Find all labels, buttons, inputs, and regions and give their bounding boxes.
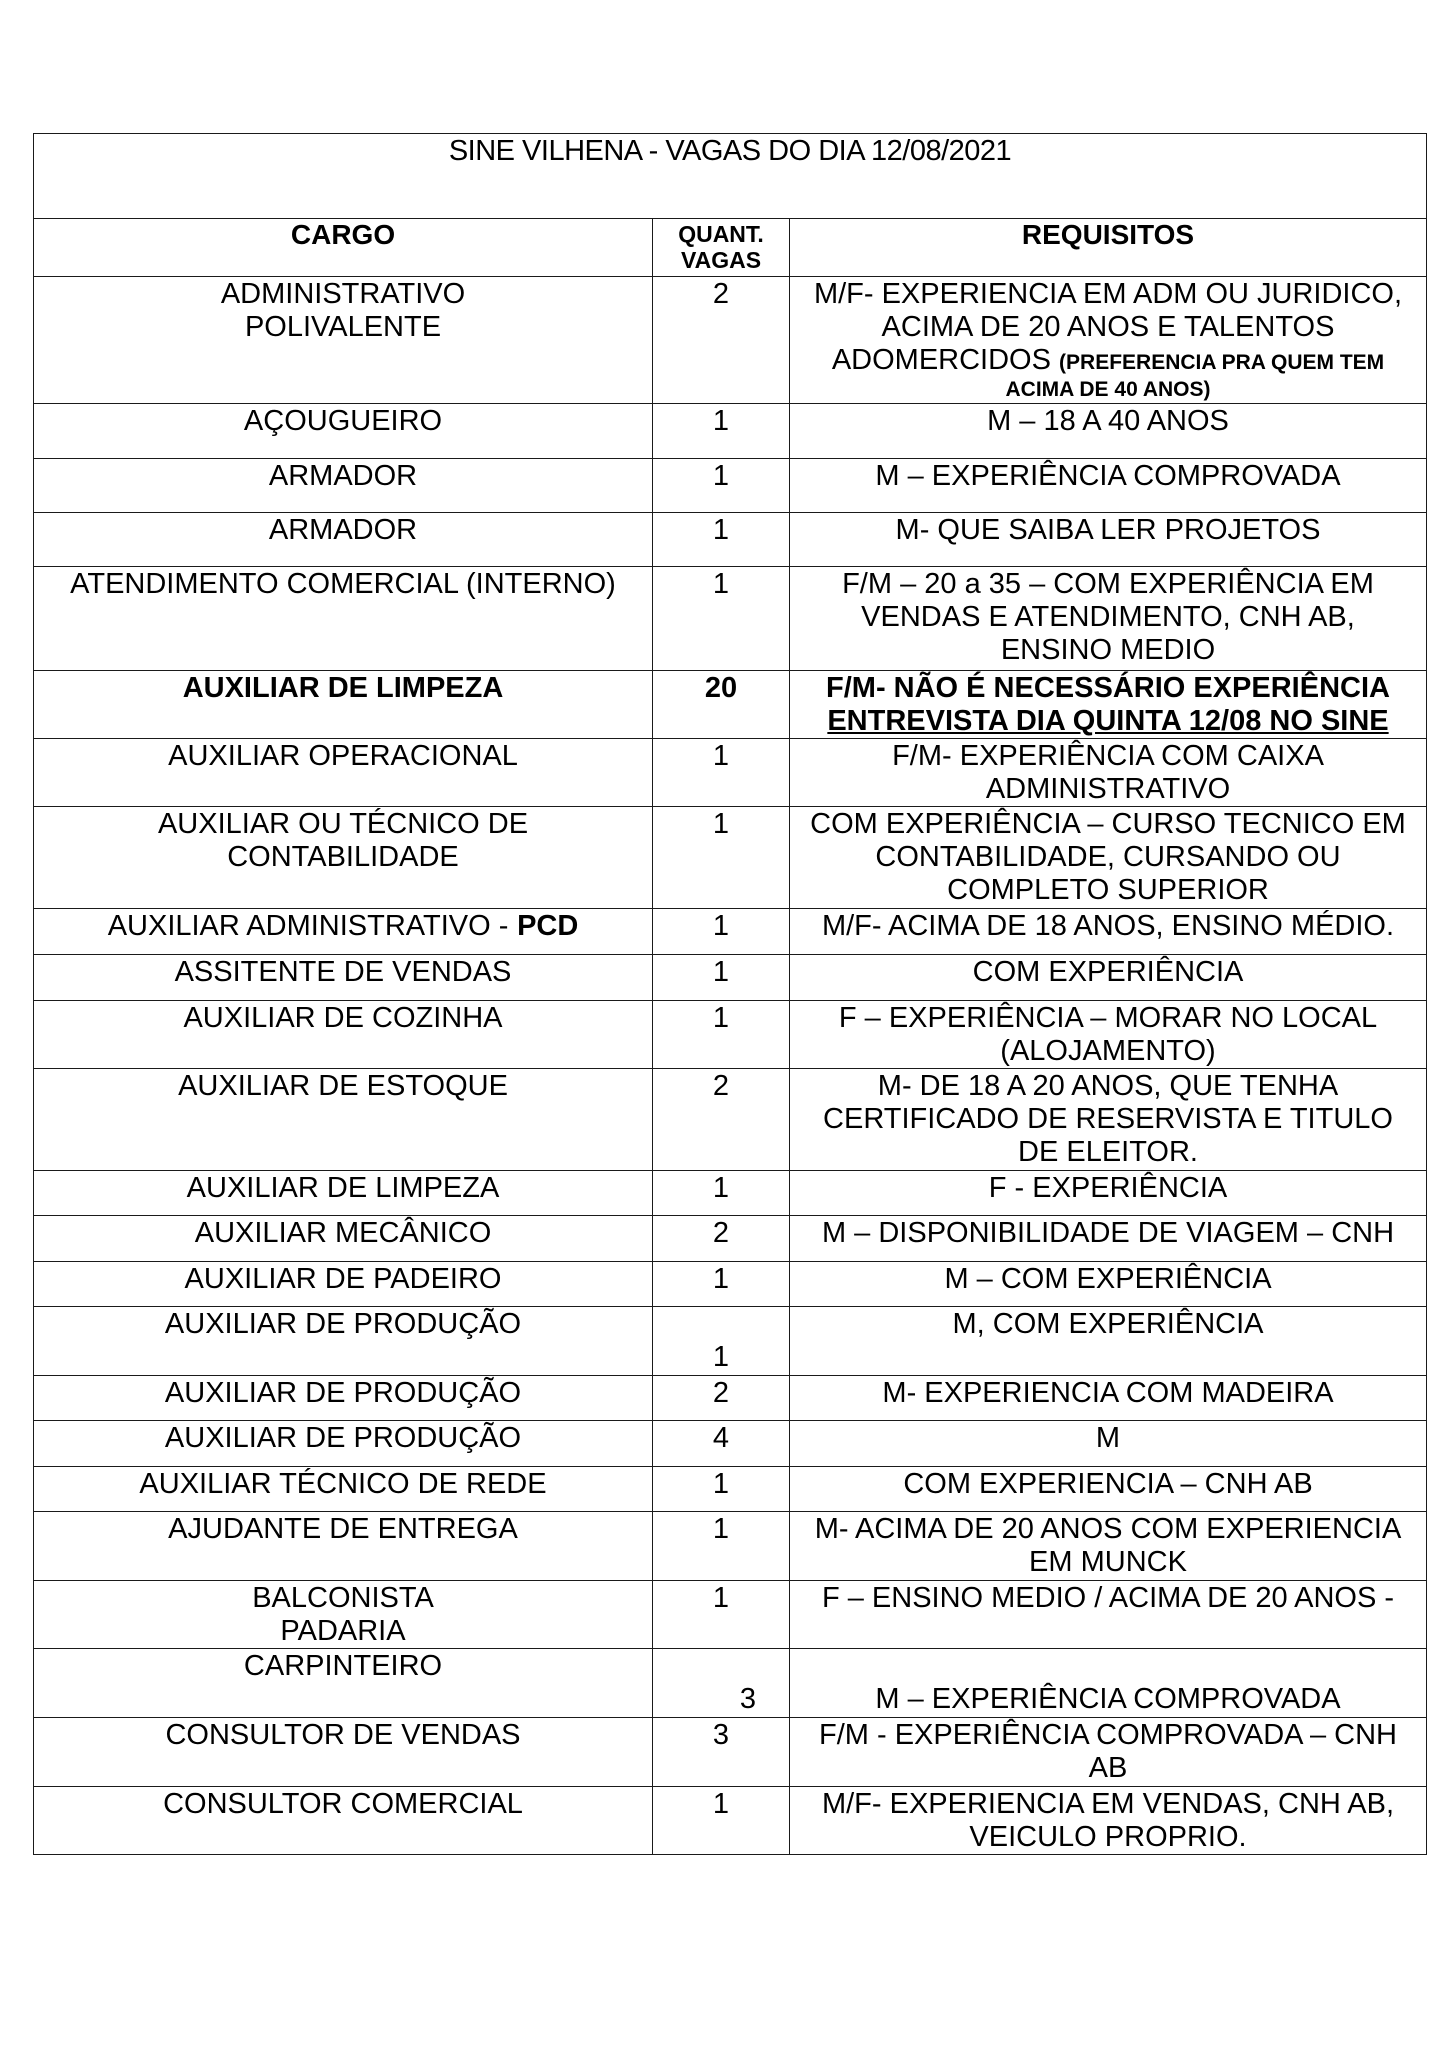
- requisitos-cell: [790, 739, 1427, 807]
- cargo-text: AÇOUGUEIRO: [243, 405, 443, 437]
- quant-text: 1: [712, 568, 730, 600]
- title-row: [34, 134, 1427, 219]
- quant-cell: [653, 955, 790, 1001]
- quant-cell: [653, 1512, 790, 1581]
- requisito-text: F/M – 20 a 35 – COM EXPERIÊNCIA EM: [842, 568, 1374, 600]
- vacancy-table: [33, 133, 1427, 1855]
- job-row: [34, 1069, 1427, 1171]
- requisito-text: F – EXPERIÊNCIA – MORAR NO LOCAL: [838, 1002, 1378, 1034]
- requisito-text: COM EXPERIÊNCIA: [972, 956, 1244, 988]
- requisito-text: EM MUNCK: [1029, 1546, 1187, 1578]
- requisito-text: M – EXPERIÊNCIA COMPROVADA: [875, 460, 1341, 492]
- cargo-text: PADARIA: [280, 1615, 406, 1647]
- header-requisitos-label: REQUISITOS: [1021, 219, 1195, 250]
- cargo-text: BALCONISTA: [252, 1582, 434, 1614]
- cargo-cell: [34, 671, 653, 739]
- quant-text: 1: [712, 1582, 730, 1614]
- job-row: [34, 1216, 1427, 1262]
- cargo-cell: [34, 955, 653, 1001]
- cargo-cell: [34, 807, 653, 909]
- job-row: [34, 1376, 1427, 1421]
- header-requisitos: [790, 219, 1427, 277]
- requisito-text: M/F- EXPERIENCIA EM ADM OU JURIDICO,: [813, 278, 1403, 310]
- quant-cell: [653, 1718, 790, 1787]
- quant-cell: [653, 277, 790, 404]
- requisitos-cell: [790, 1216, 1427, 1262]
- cargo-text: AUXILIAR DE PRODUÇÃO: [164, 1377, 522, 1409]
- requisito-text: ACIMA DE 20 ANOS E TALENTOS: [881, 311, 1335, 343]
- cargo-text: ARMADOR: [268, 514, 418, 546]
- quant-cell: [653, 513, 790, 567]
- requisito-text: ENSINO MEDIO: [1000, 634, 1216, 666]
- requisito-text: VENDAS E ATENDIMENTO, CNH AB,: [861, 601, 1355, 633]
- requisito-text: COM EXPERIÊNCIA – CURSO TECNICO EM: [810, 808, 1406, 840]
- quant-cell: [653, 1421, 790, 1467]
- quant-cell: [653, 671, 790, 739]
- cargo-line: [38, 910, 648, 943]
- quant-text: 1: [712, 1788, 730, 1820]
- requisitos-cell: [790, 1787, 1427, 1855]
- requisito-text: F – ENSINO MEDIO / ACIMA DE 20 ANOS -: [821, 1582, 1395, 1614]
- quant-cell: [653, 1216, 790, 1262]
- quant-cell: [653, 459, 790, 513]
- cargo-cell: [34, 567, 653, 671]
- cargo-cell: [34, 909, 653, 955]
- cargo-cell: [34, 1649, 653, 1718]
- requisito-text: M/F- ACIMA DE 18 ANOS, ENSINO MÉDIO.: [821, 910, 1395, 942]
- requisitos-cell: [790, 1718, 1427, 1787]
- cargo-cell: [34, 1512, 653, 1581]
- job-row: [34, 739, 1427, 807]
- cargo-cell: [34, 739, 653, 807]
- requisito-text: ADOMERCIDOS: [831, 344, 1051, 376]
- quant-text: 1: [712, 514, 730, 546]
- quant-cell: [653, 1467, 790, 1512]
- requisito-text: ADMINISTRATIVO: [985, 773, 1231, 805]
- cargo-cell: [34, 1307, 653, 1376]
- quant-text: 2: [712, 1070, 730, 1102]
- cargo-text: AUXILIAR DE PADEIRO: [184, 1263, 502, 1295]
- requisito-text: COM EXPERIENCIA – CNH AB: [903, 1468, 1313, 1500]
- job-row: [34, 459, 1427, 513]
- requisitos-cell: [790, 909, 1427, 955]
- cargo-cell: [34, 1171, 653, 1216]
- quant-text: 1: [712, 1172, 730, 1204]
- requisitos-cell: [790, 1649, 1427, 1718]
- requisitos-cell: [790, 1512, 1427, 1581]
- job-row: [34, 1512, 1427, 1581]
- job-row: [34, 277, 1427, 404]
- requisito-text: F/M - EXPERIÊNCIA COMPROVADA – CNH: [819, 1719, 1397, 1751]
- header-quant-label: QUANT.: [678, 221, 764, 247]
- job-row: [34, 1467, 1427, 1512]
- cargo-cell: [34, 1421, 653, 1467]
- cargo-text: AUXILIAR DE PRODUÇÃO: [164, 1422, 522, 1454]
- quant-cell: [653, 1069, 790, 1171]
- requisitos-cell: [790, 807, 1427, 909]
- header-cargo: [34, 219, 653, 277]
- cargo-text: AUXILIAR OPERACIONAL: [168, 740, 518, 772]
- header-cargo-label: CARGO: [290, 219, 396, 250]
- requisito-text: M- ACIMA DE 20 ANOS COM EXPERIENCIA: [814, 1513, 1402, 1545]
- quant-text: 1: [712, 910, 730, 942]
- cargo-text: ASSITENTE DE VENDAS: [174, 956, 512, 988]
- cargo-cell: [34, 1069, 653, 1171]
- requisitos-cell: [790, 1467, 1427, 1512]
- quant-cell: [653, 567, 790, 671]
- requisito-text: M: [1095, 1422, 1121, 1454]
- requisito-note: ACIMA DE 40 ANOS): [1005, 378, 1211, 401]
- requisitos-cell: [790, 1307, 1427, 1376]
- cargo-cell: [34, 1376, 653, 1421]
- job-row: [34, 955, 1427, 1001]
- quant-text: 1: [712, 1513, 730, 1545]
- requisitos-cell: [790, 567, 1427, 671]
- header-vagas-label: VAGAS: [680, 247, 762, 273]
- job-row: [34, 1581, 1427, 1649]
- job-row: [34, 1649, 1427, 1718]
- requisito-text: F/M- EXPERIÊNCIA COM CAIXA: [892, 740, 1324, 772]
- cargo-cell: [34, 404, 653, 459]
- cargo-text: CONSULTOR COMERCIAL: [163, 1788, 523, 1820]
- quant-cell: [653, 807, 790, 909]
- cargo-text: AUXILIAR OU TÉCNICO DE: [157, 808, 529, 840]
- requisito-text: M – 18 A 40 ANOS: [987, 405, 1229, 437]
- requisito-text: M- QUE SAIBA LER PROJETOS: [895, 514, 1321, 546]
- quant-cell: [653, 1581, 790, 1649]
- cargo-text: AJUDANTE DE ENTREGA: [168, 1513, 518, 1545]
- cargo-text: AUXILIAR DE COZINHA: [183, 1002, 503, 1034]
- requisitos-cell: [790, 1001, 1427, 1069]
- cargo-cell: [34, 1718, 653, 1787]
- cargo-cell: [34, 1001, 653, 1069]
- cargo-cell: [34, 513, 653, 567]
- job-row: [34, 1307, 1427, 1376]
- pcd-badge: PCD: [517, 910, 579, 942]
- job-row: [34, 1718, 1427, 1787]
- cargo-text: POLIVALENTE: [244, 311, 442, 343]
- requisitos-cell: [790, 459, 1427, 513]
- quant-cell: [653, 1307, 790, 1376]
- requisito-text: M, COM EXPERIÊNCIA: [952, 1308, 1264, 1340]
- job-row: [34, 404, 1427, 459]
- requisito-text: M- DE 18 A 20 ANOS, QUE TENHA: [877, 1070, 1339, 1102]
- requisitos-cell: [790, 1421, 1427, 1467]
- quant-text: 20: [704, 672, 738, 704]
- cargo-text: AUXILIAR TÉCNICO DE REDE: [139, 1468, 547, 1500]
- cargo-text: CARPINTEIRO: [243, 1650, 443, 1682]
- cargo-text: ARMADOR: [268, 460, 418, 492]
- cargo-cell: [34, 1216, 653, 1262]
- cargo-text: AUXILIAR DE ESTOQUE: [178, 1070, 508, 1102]
- requisitos-cell: [790, 1171, 1427, 1216]
- quant-cell: [653, 1787, 790, 1855]
- quant-text: 1: [712, 956, 730, 988]
- cargo-cell: [34, 277, 653, 404]
- requisito-text: M- EXPERIENCIA COM MADEIRA: [882, 1377, 1334, 1409]
- job-row: [34, 1787, 1427, 1855]
- cargo-text: AUXILIAR MECÂNICO: [194, 1217, 492, 1249]
- requisito-interview-note: ENTREVISTA DIA QUINTA 12/08 NO SINE: [827, 705, 1389, 737]
- quant-cell: [653, 404, 790, 459]
- quant-cell: [653, 1262, 790, 1307]
- quant-text: 2: [712, 278, 730, 310]
- quant-text: 2: [712, 1377, 730, 1409]
- requisito-text: DE ELEITOR.: [1018, 1136, 1198, 1168]
- cargo-cell: [34, 1262, 653, 1307]
- requisito-note: (PREFERENCIA PRA QUEM TEM: [1059, 351, 1385, 374]
- header-quant: [653, 219, 790, 277]
- quant-text: 1: [712, 1002, 730, 1034]
- quant-text: 3: [712, 1719, 730, 1751]
- quant-cell: [653, 1649, 790, 1718]
- cargo-cell: [34, 1467, 653, 1512]
- requisitos-cell: [790, 1581, 1427, 1649]
- job-row: [34, 1171, 1427, 1216]
- quant-cell: [653, 909, 790, 955]
- quant-cell: [653, 1376, 790, 1421]
- cargo-cell: [34, 1581, 653, 1649]
- requisito-text: M – EXPERIÊNCIA COMPROVADA: [875, 1683, 1341, 1715]
- job-row: [34, 513, 1427, 567]
- quant-text: 1: [712, 1468, 730, 1500]
- job-row: [34, 807, 1427, 909]
- quant-text: 1: [712, 1341, 730, 1373]
- requisitos-cell: [790, 277, 1427, 404]
- quant-text: 1: [712, 808, 730, 840]
- requisito-text: F/M- NÃO É NECESSÁRIO EXPERIÊNCIA: [826, 672, 1390, 704]
- requisitos-cell: [790, 671, 1427, 739]
- job-row: [34, 1262, 1427, 1307]
- header-row: [34, 219, 1427, 277]
- requisitos-cell: [790, 955, 1427, 1001]
- requisito-text: VEICULO PROPRIO.: [969, 1821, 1247, 1853]
- cargo-text: ATENDIMENTO COMERCIAL (INTERNO): [70, 568, 616, 600]
- cargo-text: AUXILIAR DE LIMPEZA: [182, 672, 504, 704]
- requisito-text: F - EXPERIÊNCIA: [988, 1172, 1228, 1204]
- cargo-text: CONSULTOR DE VENDAS: [165, 1719, 521, 1751]
- cargo-text: ADMINISTRATIVO: [220, 278, 466, 310]
- quant-text: 1: [712, 405, 730, 437]
- requisito-text: M/F- EXPERIENCIA EM VENDAS, CNH AB,: [821, 1788, 1395, 1820]
- cargo-text: AUXILIAR DE PRODUÇÃO: [164, 1308, 522, 1340]
- job-row: [34, 909, 1427, 955]
- requisito-text: CONTABILIDADE, CURSANDO OU: [875, 841, 1341, 873]
- quant-text: 2: [712, 1217, 730, 1249]
- requisito-text: M – DISPONIBILIDADE DE VIAGEM – CNH: [821, 1217, 1395, 1249]
- quant-text: 1: [712, 740, 730, 772]
- job-row: [34, 1001, 1427, 1069]
- requisitos-cell: [790, 1376, 1427, 1421]
- job-row-highlight: [34, 671, 1427, 739]
- cargo-text: AUXILIAR ADMINISTRATIVO -: [107, 910, 509, 942]
- requisitos-cell: [790, 404, 1427, 459]
- page-title: SINE VILHENA - VAGAS DO DIA 12/08/2021: [34, 134, 1427, 219]
- quant-text: 1: [712, 1263, 730, 1295]
- cargo-cell: [34, 1787, 653, 1855]
- quant-cell: [653, 1001, 790, 1069]
- requisitos-cell: [790, 513, 1427, 567]
- job-row: [34, 567, 1427, 671]
- quant-cell: [653, 1171, 790, 1216]
- requisito-text: CERTIFICADO DE RESERVISTA E TITULO: [823, 1103, 1393, 1135]
- quant-text: 1: [712, 460, 730, 492]
- job-row: [34, 1421, 1427, 1467]
- requisito-text: M – COM EXPERIÊNCIA: [944, 1263, 1272, 1295]
- cargo-text: CONTABILIDADE: [227, 841, 459, 873]
- requisito-text: AB: [1088, 1752, 1128, 1784]
- quant-text: 3: [739, 1683, 757, 1715]
- cargo-cell: [34, 459, 653, 513]
- requisitos-cell: [790, 1262, 1427, 1307]
- requisito-text: (ALOJAMENTO): [1000, 1035, 1216, 1067]
- requisito-text: COMPLETO SUPERIOR: [947, 874, 1269, 906]
- requisito-line: [794, 344, 1422, 379]
- requisitos-cell: [790, 1069, 1427, 1171]
- cargo-text: AUXILIAR DE LIMPEZA: [186, 1172, 500, 1204]
- quant-text: 4: [712, 1422, 730, 1454]
- quant-cell: [653, 739, 790, 807]
